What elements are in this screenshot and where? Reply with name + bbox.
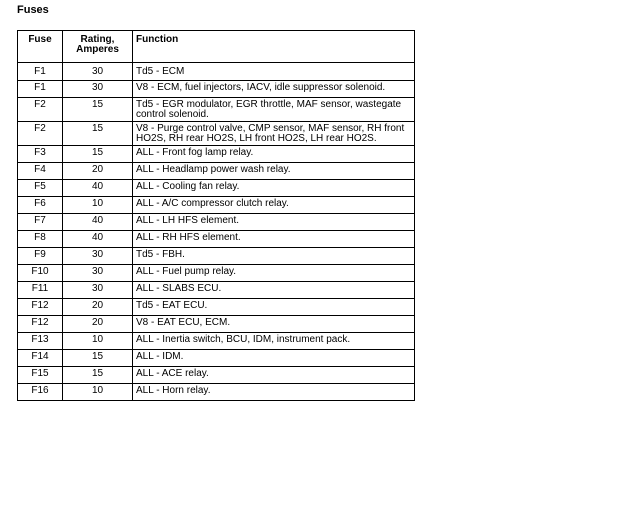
fuse-cell: F16: [18, 384, 63, 401]
function-cell: Td5 - EAT ECU.: [133, 299, 415, 316]
fuse-cell: F12: [18, 316, 63, 333]
rating-cell: 10: [63, 384, 133, 401]
table-row: [18, 63, 415, 81]
function-cell: ALL - SLABS ECU.: [133, 282, 415, 299]
page-title: Fuses: [17, 4, 49, 16]
function-cell: ALL - Inertia switch, BCU, IDM, instrument pack.: [133, 333, 415, 350]
table-row: [18, 350, 415, 367]
rating-cell: 20: [63, 299, 133, 316]
table-row: [18, 98, 415, 122]
function-cell: ALL - ACE relay.: [133, 367, 415, 384]
fuses-table: [17, 30, 415, 401]
function-cell: Td5 - FBH.: [133, 248, 415, 265]
fuse-cell: F3: [18, 146, 63, 163]
fuse-cell: F13: [18, 333, 63, 350]
function-cell: ALL - LH HFS element.: [133, 214, 415, 231]
fuse-cell: F14: [18, 350, 63, 367]
table-row: [18, 384, 415, 401]
table-row: [18, 197, 415, 214]
fuse-cell: F1: [18, 81, 63, 98]
table-row: [18, 282, 415, 299]
fuse-cell: F8: [18, 231, 63, 248]
rating-cell: 15: [63, 122, 133, 146]
function-cell: ALL - RH HFS element.: [133, 231, 415, 248]
column-header-rating: [63, 31, 133, 63]
table-row: [18, 81, 415, 98]
rating-cell: 15: [63, 98, 133, 122]
rating-cell: 30: [63, 63, 133, 81]
fuse-cell: F7: [18, 214, 63, 231]
rating-cell: 10: [63, 197, 133, 214]
function-cell: ALL - Headlamp power wash relay.: [133, 163, 415, 180]
rating-header-line1: Rating,: [80, 34, 115, 45]
header-row: [18, 31, 415, 63]
table-row: [18, 316, 415, 333]
table-row: [18, 231, 415, 248]
fuse-cell: F9: [18, 248, 63, 265]
rating-cell: 15: [63, 350, 133, 367]
column-header-fuse: Fuse: [18, 31, 63, 63]
rating-cell: 40: [63, 214, 133, 231]
table-row: [18, 214, 415, 231]
fuse-cell: F15: [18, 367, 63, 384]
rating-cell: 15: [63, 146, 133, 163]
function-cell: V8 - Purge control valve, CMP sensor, MAF sensor, RH front HO2S, RH rear HO2S, LH front HO2S, LH rear HO2S.: [133, 122, 415, 146]
rating-cell: 30: [63, 81, 133, 98]
function-cell: ALL - Front fog lamp relay.: [133, 146, 415, 163]
table-row: [18, 248, 415, 265]
table-row: [18, 180, 415, 197]
table-row: [18, 299, 415, 316]
rating-cell: 40: [63, 231, 133, 248]
fuse-cell: F12: [18, 299, 63, 316]
table-body: [18, 63, 415, 401]
rating-cell: 40: [63, 180, 133, 197]
table-row: [18, 367, 415, 384]
rating-cell: 15: [63, 367, 133, 384]
fuse-cell: F2: [18, 122, 63, 146]
fuse-cell: F4: [18, 163, 63, 180]
rating-cell: 30: [63, 248, 133, 265]
table-row: [18, 163, 415, 180]
function-cell: Td5 - EGR modulator, EGR throttle, MAF sensor, wastegate control solenoid.: [133, 98, 415, 122]
fuse-cell: F5: [18, 180, 63, 197]
function-cell: ALL - Fuel pump relay.: [133, 265, 415, 282]
function-cell: ALL - IDM.: [133, 350, 415, 367]
rating-header-line2: Amperes: [76, 44, 119, 55]
table-row: [18, 265, 415, 282]
rating-cell: 30: [63, 265, 133, 282]
function-cell: V8 - EAT ECU, ECM.: [133, 316, 415, 333]
table-header: [18, 31, 415, 63]
function-cell: V8 - ECM, fuel injectors, IACV, idle suppressor solenoid.: [133, 81, 415, 98]
fuse-cell: F6: [18, 197, 63, 214]
function-cell: Td5 - ECM: [133, 63, 415, 81]
fuse-cell: F2: [18, 98, 63, 122]
rating-cell: 20: [63, 316, 133, 333]
function-cell: ALL - A/C compressor clutch relay.: [133, 197, 415, 214]
column-header-function: Function: [133, 31, 415, 63]
table-row: [18, 146, 415, 163]
function-cell: ALL - Horn relay.: [133, 384, 415, 401]
fuse-cell: F11: [18, 282, 63, 299]
rating-cell: 20: [63, 163, 133, 180]
table-row: [18, 122, 415, 146]
rating-cell: 30: [63, 282, 133, 299]
table-row: [18, 333, 415, 350]
fuse-cell: F1: [18, 63, 63, 81]
rating-cell: 10: [63, 333, 133, 350]
fuse-cell: F10: [18, 265, 63, 282]
function-cell: ALL - Cooling fan relay.: [133, 180, 415, 197]
